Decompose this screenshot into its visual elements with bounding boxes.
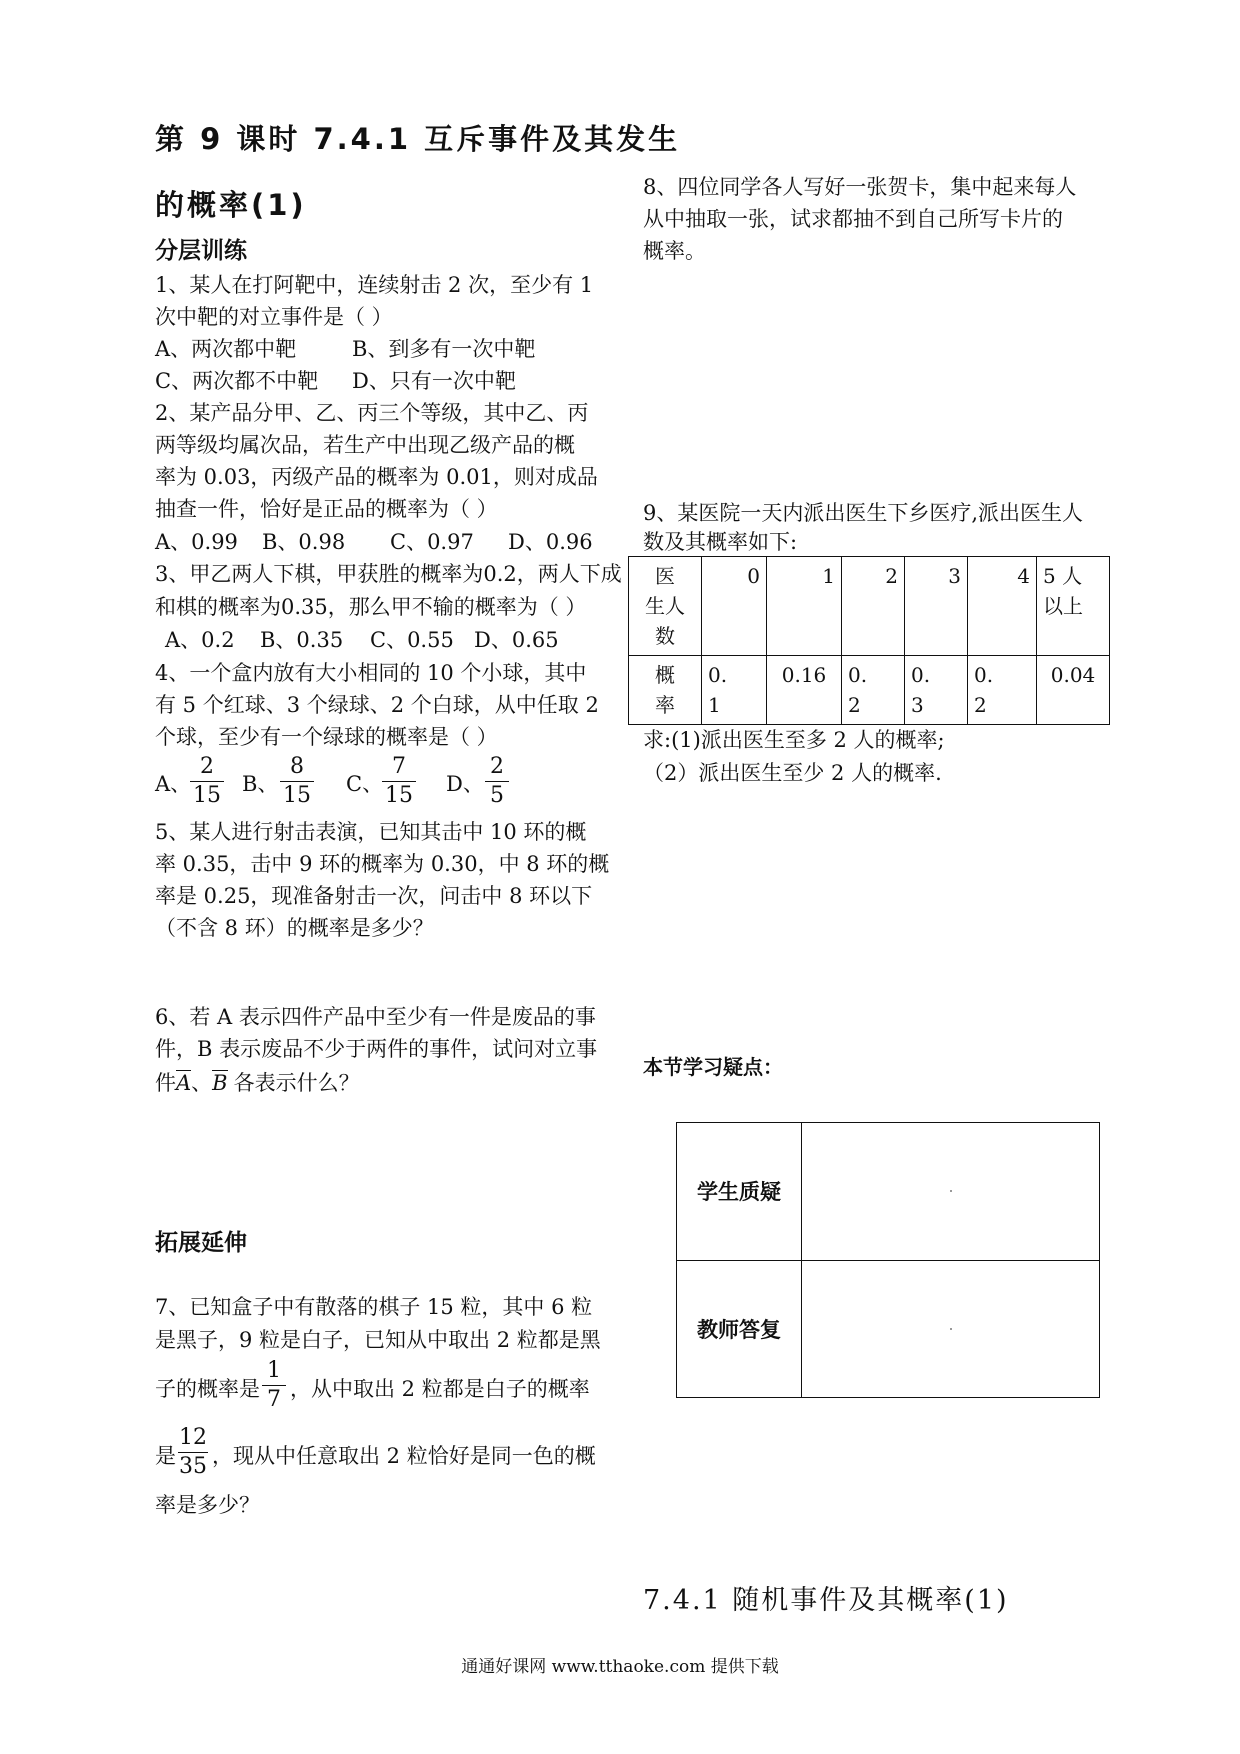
q6-symbol-b-bar: B [212,1071,228,1095]
q4-fraction-c-numerator: 7 [392,754,406,779]
q4-fraction-b [280,754,314,809]
section-training-heading: 分层训练 [155,238,247,264]
q6-symbol-a-bar: A [176,1071,192,1095]
q6-line-3-prefix: 件 [155,1071,176,1095]
q7-fraction-white [178,1425,208,1480]
q4-option-b-label: B、 [242,772,279,796]
q9-line-2: 数及其概率如下: [643,530,798,554]
q4-option-d-label: D、 [446,772,484,796]
doubts-heading: 本节学习疑点： [643,1055,783,1079]
q4-line-2: 有 5 个红球、3 个绿球、2 个白球，从中任取 2 [155,693,599,717]
q4-line-1: 4、一个盒内放有大小相同的 10 个小球，其中 [155,661,587,685]
q2-option-c: C、0.97 [390,530,474,554]
table-cell-prob-4: 0. 2 [968,656,1037,725]
table-row-probability [629,656,1110,725]
q7-line-4-prefix: 是 [155,1444,176,1468]
q5-line-2: 率 0.35，击中 9 环的概率为 0.30，中 8 环的概 [155,852,610,876]
q6-separator: 、 [191,1071,213,1095]
q1-option-a: A、两次都中靶 [155,337,297,361]
table-cell-doctors-3: 3 [905,557,968,656]
q6-line-2: 件，B 表示废品不少于两件的事件，试问对立事 [155,1037,598,1061]
q4-fraction-b-numerator: 8 [290,754,304,779]
q4-fraction-b-denominator: 15 [283,783,311,808]
q2-line-1: 2、某产品分甲、乙、丙三个等级，其中乙、丙 [155,401,589,425]
q4-fraction-d [485,754,509,809]
q2-option-d: D、0.96 [508,530,593,554]
q4-fraction-d-numerator: 2 [490,754,504,779]
q7-line-4-suffix: ，现从中任意取出 2 粒恰好是同一色的概 [212,1444,596,1468]
next-section-title: 7.4.1 随机事件及其概率(1) [643,1585,1009,1616]
q7-fraction-white-denominator: 35 [179,1454,207,1479]
q4-fraction-a-numerator: 2 [200,754,214,779]
q4-line-3: 个球，至少有一个绿球的概率是（ ） [155,725,498,749]
table-cell-prob-3: 0. 3 [905,656,968,725]
q4-fraction-d-denominator: 5 [490,783,504,808]
table-cell-prob-1: 0.16 [767,656,842,725]
q4-fraction-a [190,754,224,809]
q5-line-3: 率是 0.25，现准备射击一次，问击中 8 环以下 [155,884,593,908]
table-cell-doctors-5plus: 5 人 以上 [1037,557,1110,656]
table-cell-doctors-1: 1 [767,557,842,656]
section-extend-heading: 拓展延伸 [155,1230,247,1256]
q7-fraction-black-denominator: 7 [267,1387,281,1412]
q1-option-b: B、到多有一次中靶 [352,337,536,361]
q8-line-1: 8、四位同学各人写好一张贺卡，集中起来每人 [643,175,1077,199]
q4-fraction-c [382,754,416,809]
table-header-probability: 概 率 [629,656,702,725]
q1-line-1: 1、某人在打阿靶中，连续射击 2 次，至少有 1 [155,273,594,297]
table-header-doctors: 医 生人 数 [629,557,702,656]
q3-option-c: C、0.55 [370,628,454,652]
table-cell-prob-5plus: 0.04 [1037,656,1110,725]
q7-line-3-suffix: ，从中取出 2 粒都是白子的概率 [290,1377,590,1401]
table-cell-doctors-0: 0 [702,557,767,656]
q7-line-3-prefix: 子的概率是 [155,1377,260,1401]
table-cell-prob-0: 0. 1 [702,656,767,725]
q7-fraction-white-numerator: 12 [179,1425,207,1450]
q5-line-4: （不含 8 环）的概率是多少？ [155,916,434,940]
q3-option-a: A、0.2 [165,628,235,652]
teacher-answer-label: 教师答复 [677,1260,802,1398]
q7-line-1: 7、已知盒子中有散落的棋子 15 粒，其中 6 粒 [155,1295,593,1319]
table-row-doctors [629,557,1110,656]
doubts-table [676,1122,1100,1398]
q2-option-b: B、0.98 [262,530,346,554]
q7-line-2: 是黑子，9 粒是白子，已知从中取出 2 粒都是黑 [155,1328,601,1352]
q8-line-2: 从中抽取一张，试求都抽不到自己所写卡片的 [643,207,1063,231]
q3-line-1: 3、甲乙两人下棋，甲获胜的概率为0.2，两人下成 [155,562,622,586]
q6-line-3-suffix: 各表示什么？ [233,1071,360,1095]
doubts-row-teacher [677,1260,1100,1398]
q6-line-3 [155,1068,360,1098]
table-cell-doctors-4: 4 [968,557,1037,656]
table-cell-doctors-2: 2 [842,557,905,656]
q3-option-d: D、0.65 [474,628,559,652]
q9-ask-2: （2）派出医生至少 2 人的概率. [643,761,942,785]
student-question-area[interactable] [802,1123,1100,1261]
q1-option-c: C、两次都不中靶 [155,369,319,393]
q2-line-2: 两等级均属次品，若生产中出现乙级产品的概 [155,433,575,457]
q5-line-1: 5、某人进行射击表演，已知其击中 10 环的概 [155,820,587,844]
q4-fraction-a-denominator: 15 [193,783,221,808]
q7-fraction-black [262,1358,286,1413]
footer-source: 通通好课网 www.tthaoke.com 提供下载 [461,1657,779,1677]
q4-option-a-label: A、 [155,772,192,796]
title-line-2: 的概率(1) [155,188,307,222]
table-cell-prob-2: 0. 2 [842,656,905,725]
q8-line-3: 概率。 [643,239,706,263]
q4-fraction-c-denominator: 15 [385,783,413,808]
q6-line-1: 6、若 A 表示四件产品中至少有一件是废品的事 [155,1005,596,1029]
q7-fraction-black-numerator: 1 [267,1358,281,1383]
teacher-answer-area[interactable] [802,1260,1100,1398]
q1-line-2: 次中靶的对立事件是（ ） [155,305,393,329]
title-line-1: 第 9 课时 7.4.1 互斥事件及其发生 [155,122,681,156]
doctor-probability-table [628,556,1110,725]
student-question-label: 学生质疑 [677,1123,802,1261]
doubts-row-student [677,1123,1100,1261]
q3-line-2: 和棋的概率为0.35，那么甲不输的概率为（ ） [155,595,587,619]
q9-ask-1: 求:(1)派出医生至多 2 人的概率; [643,728,945,752]
q1-option-d: D、只有一次中靶 [352,369,516,393]
q4-option-c-label: C、 [346,772,384,796]
q7-line-5: 率是多少？ [155,1493,260,1517]
q9-line-1: 9、某医院一天内派出医生下乡医疗,派出医生人 [643,501,1084,525]
q2-line-4: 抽查一件，恰好是正品的概率为（ ） [155,497,498,521]
q2-option-a: A、0.99 [155,530,238,554]
q3-option-b: B、0.35 [260,628,344,652]
q2-line-3: 率为 0.03，丙级产品的概率为 0.01，则对成品 [155,465,598,489]
